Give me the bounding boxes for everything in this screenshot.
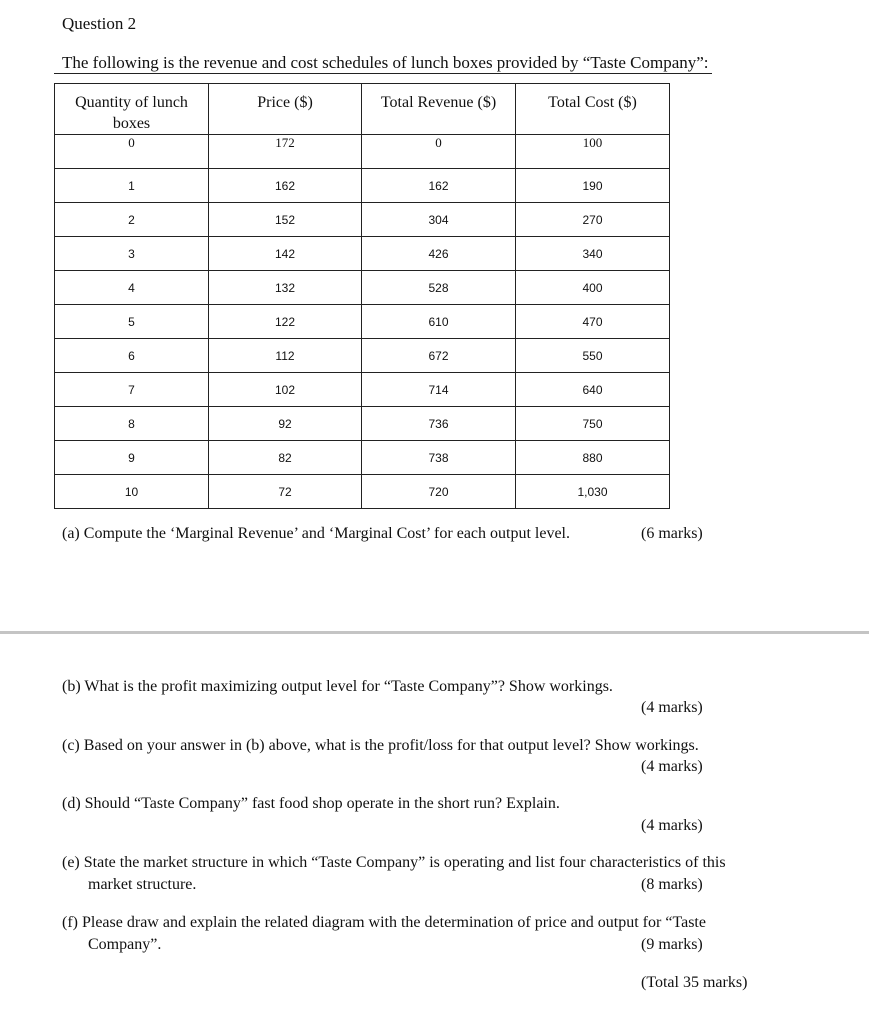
cell-price: 142	[209, 237, 362, 271]
cell-total-revenue: 714	[362, 373, 516, 407]
cell-price: 122	[209, 305, 362, 339]
cell-quantity: 0	[55, 135, 209, 169]
cell-quantity: 9	[55, 441, 209, 475]
question-b-text: What is the profit maximizing output level for “Taste Company”? Show workings.	[84, 678, 613, 695]
cell-total-cost: 100	[516, 135, 670, 169]
cell-price: 162	[209, 169, 362, 203]
cell-price: 112	[209, 339, 362, 373]
question-e	[62, 854, 726, 872]
cell-total-cost: 550	[516, 339, 670, 373]
cell-total-revenue: 672	[362, 339, 516, 373]
question-a	[62, 525, 570, 543]
table-row	[55, 271, 670, 305]
cell-price: 172	[209, 135, 362, 169]
cell-price: 132	[209, 271, 362, 305]
question-f-marks: (9 marks)	[641, 936, 703, 953]
cell-total-cost: 880	[516, 441, 670, 475]
question-b-label: (b)	[62, 678, 81, 695]
question-b	[62, 678, 613, 696]
question-c-marks: (4 marks)	[641, 758, 703, 775]
question-f-line2: Company”.	[88, 936, 162, 953]
header-total-cost: Total Cost ($)	[516, 84, 670, 135]
cell-quantity: 6	[55, 339, 209, 373]
question-a-label: (a)	[62, 525, 80, 542]
cell-quantity: 2	[55, 203, 209, 237]
cell-quantity: 1	[55, 169, 209, 203]
cell-price: 82	[209, 441, 362, 475]
table-row	[55, 441, 670, 475]
question-e-label: (e)	[62, 854, 80, 871]
table-row	[55, 475, 670, 509]
cell-total-revenue: 0	[362, 135, 516, 169]
cell-total-cost: 470	[516, 305, 670, 339]
cell-total-revenue: 720	[362, 475, 516, 509]
question-d-label: (d)	[62, 795, 81, 812]
header-price: Price ($)	[209, 84, 362, 135]
cell-total-revenue: 426	[362, 237, 516, 271]
table-row	[55, 339, 670, 373]
table-row	[55, 135, 670, 169]
header-total-revenue: Total Revenue ($)	[362, 84, 516, 135]
table-row	[55, 373, 670, 407]
cell-price: 102	[209, 373, 362, 407]
total-marks: (Total 35 marks)	[641, 974, 748, 991]
cell-quantity: 5	[55, 305, 209, 339]
page-divider	[0, 631, 869, 634]
question-e-line2: market structure.	[88, 876, 197, 893]
cell-total-cost: 400	[516, 271, 670, 305]
question-f-label: (f)	[62, 914, 78, 931]
cell-quantity: 3	[55, 237, 209, 271]
table-row	[55, 305, 670, 339]
table-row	[55, 407, 670, 441]
question-d-marks: (4 marks)	[641, 817, 703, 834]
question-e-marks: (8 marks)	[641, 876, 703, 893]
cell-total-revenue: 304	[362, 203, 516, 237]
cell-quantity: 10	[55, 475, 209, 509]
cell-quantity: 8	[55, 407, 209, 441]
intro-underline	[54, 73, 712, 74]
table-header-row	[55, 84, 670, 135]
question-f-line1: Please draw and explain the related diagram with the determination of price and output for “Taste	[81, 914, 706, 931]
cell-total-cost: 270	[516, 203, 670, 237]
cell-price: 92	[209, 407, 362, 441]
question-a-marks: (6 marks)	[641, 525, 703, 542]
question-c-label: (c)	[62, 737, 80, 754]
question-b-marks: (4 marks)	[641, 699, 703, 716]
cell-quantity: 4	[55, 271, 209, 305]
table-row	[55, 169, 670, 203]
cell-total-revenue: 736	[362, 407, 516, 441]
cell-total-revenue: 610	[362, 305, 516, 339]
question-c	[62, 737, 699, 755]
question-c-text: Based on your answer in (b) above, what is the profit/loss for that output level? Show workings.	[83, 737, 699, 754]
header-quantity: Quantity of lunch boxes	[55, 84, 209, 135]
schedule-table	[54, 83, 670, 509]
question-a-text: Compute the ‘Marginal Revenue’ and ‘Marginal Cost’ for each output level.	[83, 525, 570, 542]
question-d-text: Should “Taste Company” fast food shop operate in the short run? Explain.	[84, 795, 560, 812]
cell-total-revenue: 528	[362, 271, 516, 305]
cell-total-cost: 190	[516, 169, 670, 203]
cell-quantity: 7	[55, 373, 209, 407]
question-e-line1: State the market structure in which “Taste Company” is operating and list four characteristics of this	[83, 854, 726, 871]
cell-total-revenue: 738	[362, 441, 516, 475]
cell-total-cost: 750	[516, 407, 670, 441]
table-row	[55, 203, 670, 237]
question-f	[62, 914, 706, 932]
question-d	[62, 795, 560, 813]
table-row	[55, 237, 670, 271]
cell-total-cost: 340	[516, 237, 670, 271]
cell-total-cost: 1,030	[516, 475, 670, 509]
cell-price: 72	[209, 475, 362, 509]
cell-price: 152	[209, 203, 362, 237]
cell-total-revenue: 162	[362, 169, 516, 203]
cell-total-cost: 640	[516, 373, 670, 407]
question-title: Question 2	[62, 14, 137, 33]
intro-text: The following is the revenue and cost schedules of lunch boxes provided by “Taste Company”:	[62, 53, 709, 72]
